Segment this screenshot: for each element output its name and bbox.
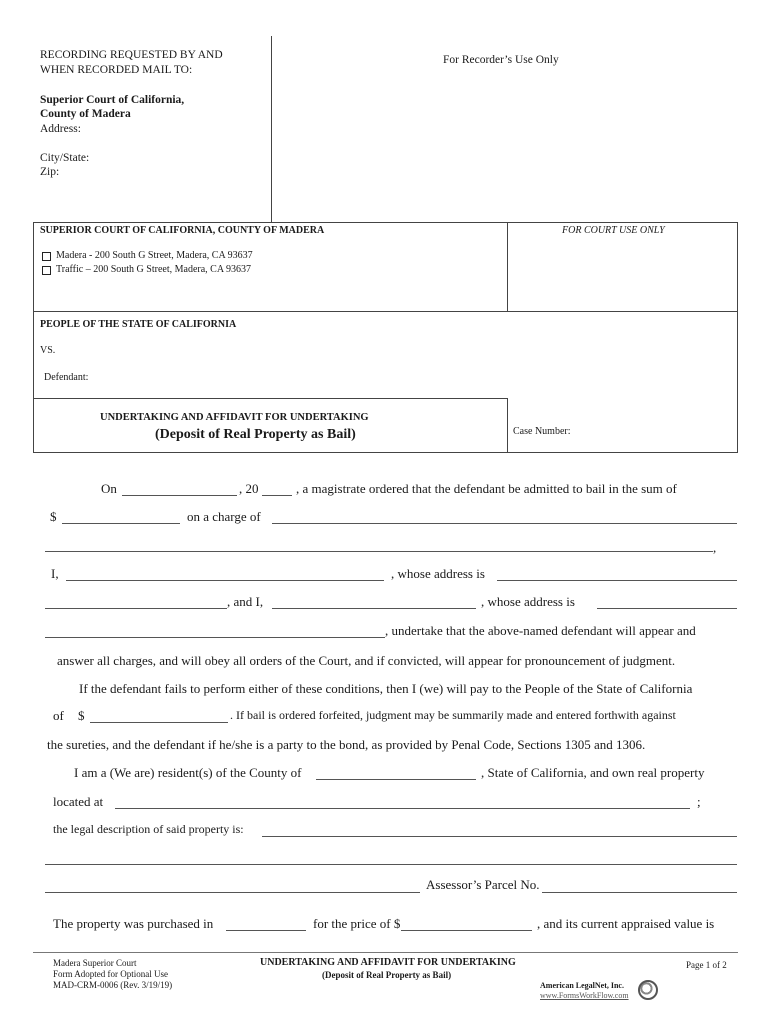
date-field[interactable]: [122, 495, 237, 496]
footer-court: Madera Superior Court: [53, 958, 137, 968]
whose-address-label: , whose address is: [391, 566, 485, 581]
located-at-label: located at: [53, 794, 104, 809]
when-recorded-label: WHEN RECORDED MAIL TO:: [40, 64, 193, 76]
bail-amount-field[interactable]: [62, 523, 180, 524]
footer-adopted: Form Adopted for Optional Use: [53, 969, 168, 979]
footer-divider: [33, 952, 738, 953]
legal-description-continued-2[interactable]: [45, 892, 420, 893]
court-name-line1: Superior Court of California,: [40, 94, 185, 106]
magistrate-text: , a magistrate ordered that the defendant be admitted to bail in the sum of: [296, 481, 677, 496]
state-text: , State of California, and own real property: [481, 765, 705, 780]
sureties-text: the sureties, and the defendant if he/she is a party to the bond, as provided by Penal Code, Sections 1305 and 1306.: [47, 737, 646, 752]
and-i-label: , and I,: [227, 594, 264, 609]
forfeited-text: . If bail is ordered forfeited, judgment may be summarily made and entered forthwith against: [230, 708, 676, 722]
year-field[interactable]: [262, 495, 292, 496]
on-label: On: [101, 481, 117, 496]
brand-name: American LegalNet, Inc.: [540, 981, 624, 990]
legal-description-label: the legal description of said property is:: [53, 822, 244, 836]
surety1-name-field[interactable]: [66, 580, 384, 581]
footer-title: UNDERTAKING AND AFFIDAVIT FOR UNDERTAKING: [260, 957, 516, 968]
surety1-address-continued[interactable]: [45, 608, 227, 609]
apn-field[interactable]: [542, 892, 737, 893]
whose-address-label-2: , whose address is: [481, 594, 575, 609]
forfeit-dollar-sign: $: [78, 708, 85, 723]
court-section-divider: [33, 311, 738, 312]
court-name-line2: County of Madera: [40, 108, 131, 120]
title-section-divider: [33, 398, 508, 399]
traffic-option-label: Traffic – 200 South G Street, Madera, CA 93637: [56, 264, 251, 275]
traffic-checkbox[interactable]: [42, 266, 51, 275]
recording-requested-label: RECORDING REQUESTED BY AND: [40, 49, 223, 61]
of-label: of: [53, 708, 64, 723]
address-label: Address:: [40, 123, 81, 135]
resident-text: I am a (We are) resident(s) of the County of: [74, 765, 302, 780]
charge-field[interactable]: [272, 523, 737, 524]
charge-field-continued[interactable]: [45, 551, 713, 552]
twenty-label: , 20: [239, 481, 259, 496]
surety1-address-field[interactable]: [497, 580, 737, 581]
madera-checkbox[interactable]: [42, 252, 51, 261]
form-title: UNDERTAKING AND AFFIDAVIT FOR UNDERTAKING: [100, 412, 369, 423]
undertake-text: , undertake that the above-named defendant will appear and: [385, 623, 696, 638]
recorder-use-label: For Recorder’s Use Only: [443, 54, 559, 66]
county-field[interactable]: [316, 779, 476, 780]
location-semicolon: ;: [697, 794, 701, 809]
surety2-address-field[interactable]: [597, 608, 737, 609]
brand-logo-icon: [638, 980, 658, 1000]
forfeit-amount-field[interactable]: [90, 722, 228, 723]
recording-divider: [271, 36, 272, 222]
legal-description-field[interactable]: [262, 836, 737, 837]
court-header: SUPERIOR COURT OF CALIFORNIA, COUNTY OF MADERA: [40, 225, 325, 236]
madera-option-label: Madera - 200 South G Street, Madera, CA 93637: [56, 250, 253, 261]
property-location-field[interactable]: [115, 808, 690, 809]
case-number-label: Case Number:: [513, 426, 571, 437]
surety2-address-continued[interactable]: [45, 637, 385, 638]
apn-label: Assessor’s Parcel No.: [426, 877, 540, 892]
legal-description-continued[interactable]: [45, 864, 737, 865]
price-label: for the price of $: [313, 916, 401, 931]
purchase-year-field[interactable]: [226, 930, 306, 931]
defendant-label: Defendant:: [44, 372, 89, 383]
form-subtitle: (Deposit of Real Property as Bail): [155, 427, 356, 442]
case-number-divider: [507, 398, 508, 453]
court-use-label: FOR COURT USE ONLY: [562, 225, 665, 236]
purchase-price-field[interactable]: [401, 930, 532, 931]
zip-label: Zip:: [40, 166, 60, 178]
appraised-text: , and its current appraised value is: [537, 916, 715, 931]
purchased-label: The property was purchased in: [53, 916, 214, 931]
footer-subtitle: (Deposit of Real Property as Bail): [322, 970, 452, 980]
court-use-divider: [507, 222, 508, 311]
charge-comma: ,: [713, 540, 717, 555]
i-label: I,: [51, 566, 59, 581]
footer-form-number: MAD-CRM-0006 (Rev. 3/19/19): [53, 980, 173, 990]
on-charge-label: on a charge of: [187, 509, 261, 524]
surety2-name-field[interactable]: [272, 608, 476, 609]
vs-label: VS.: [40, 345, 56, 356]
people-label: PEOPLE OF THE STATE OF CALIFORNIA: [40, 319, 237, 330]
page-number: Page 1 of 2: [686, 960, 727, 970]
brand-url[interactable]: www.FormsWorkFlow.com: [540, 991, 629, 1000]
answer-text: answer all charges, and will obey all orders of the Court, and if convicted, will appear for pronouncement of judgment.: [57, 653, 676, 668]
fails-text: If the defendant fails to perform either of these conditions, then I (we) will pay to the People of the State of California: [79, 681, 693, 696]
city-state-label: City/State:: [40, 152, 90, 164]
bail-dollar-sign: $: [50, 509, 57, 524]
